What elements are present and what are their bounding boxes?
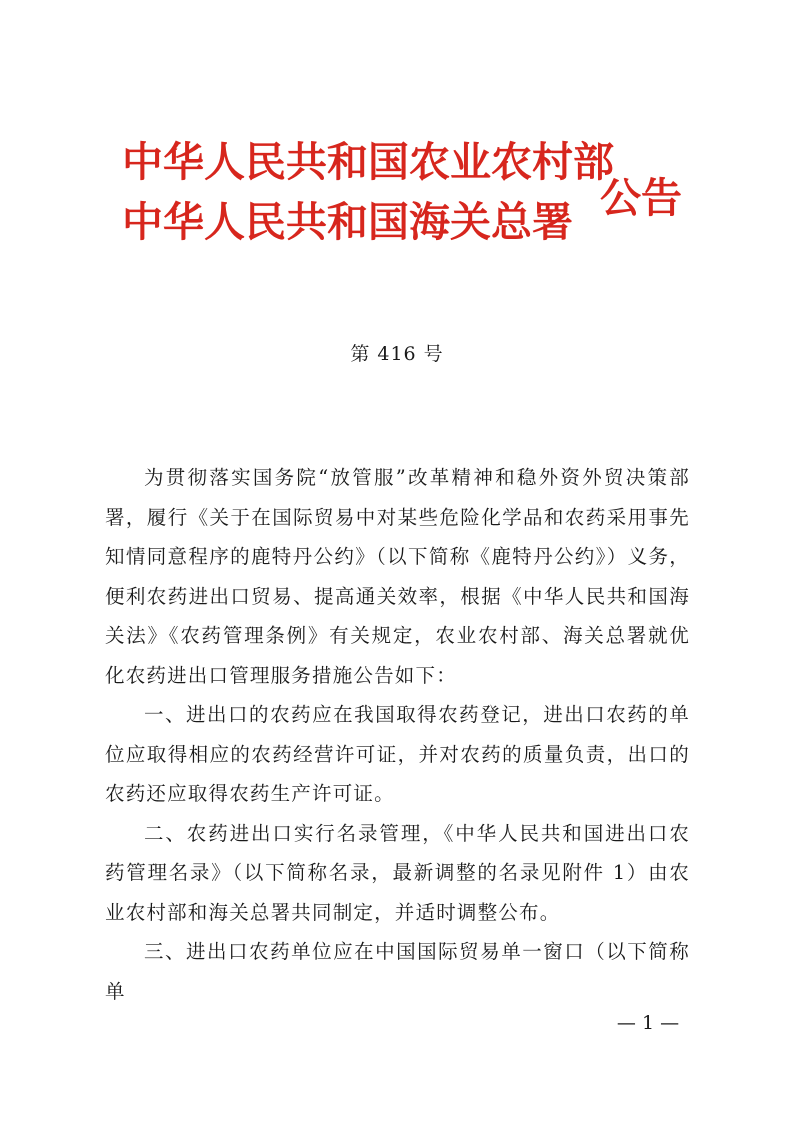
document-number: 第 416 号 bbox=[350, 343, 444, 365]
issuer-ministry-of-agriculture: 中华人民共和国农业农村部 bbox=[122, 138, 614, 186]
issuer-block bbox=[122, 132, 614, 252]
clause-three-paragraph: 三、进出口农药单位应在中国国际贸易单一窗口（以下简称单 bbox=[105, 940, 690, 1003]
clause-two-paragraph: 二、农药进出口实行名录管理，《中华人民共和国进出口农药管理名录》（以下简称名录，最新调整的名录见附件 1）由农业农村部和海关总署共同制定，并适时调整公布。 bbox=[105, 821, 690, 924]
document-body bbox=[105, 458, 690, 1011]
document-header bbox=[122, 132, 682, 262]
page-number: — 1 — bbox=[616, 1012, 680, 1034]
issuer-general-administration-of-customs: 中华人民共和国海关总署 bbox=[122, 198, 573, 246]
announcement-label: 公告 bbox=[600, 174, 682, 222]
intro-paragraph: 为贯彻落实国务院“放管服”改革精神和稳外资外贸决策部署，履行《关于在国际贸易中对某些危险化学品和农药采用事先知情同意程序的鹿特丹公约》（以下简称《鹿特丹公约》）义务，便利农药进出口贸易、提高通关效率，根据《中华人民共和国海关法》《农药管理条例》有关规定，农业农村部、海关总署就优化农药进出口管理服务措施公告如下： bbox=[105, 466, 690, 687]
clause-one-paragraph: 一、进出口的农药应在我国取得农药登记，进出口农药的单位应取得相应的农药经营许可证，并对农药的质量负责，出口的农药还应取得农药生产许可证。 bbox=[105, 703, 690, 805]
